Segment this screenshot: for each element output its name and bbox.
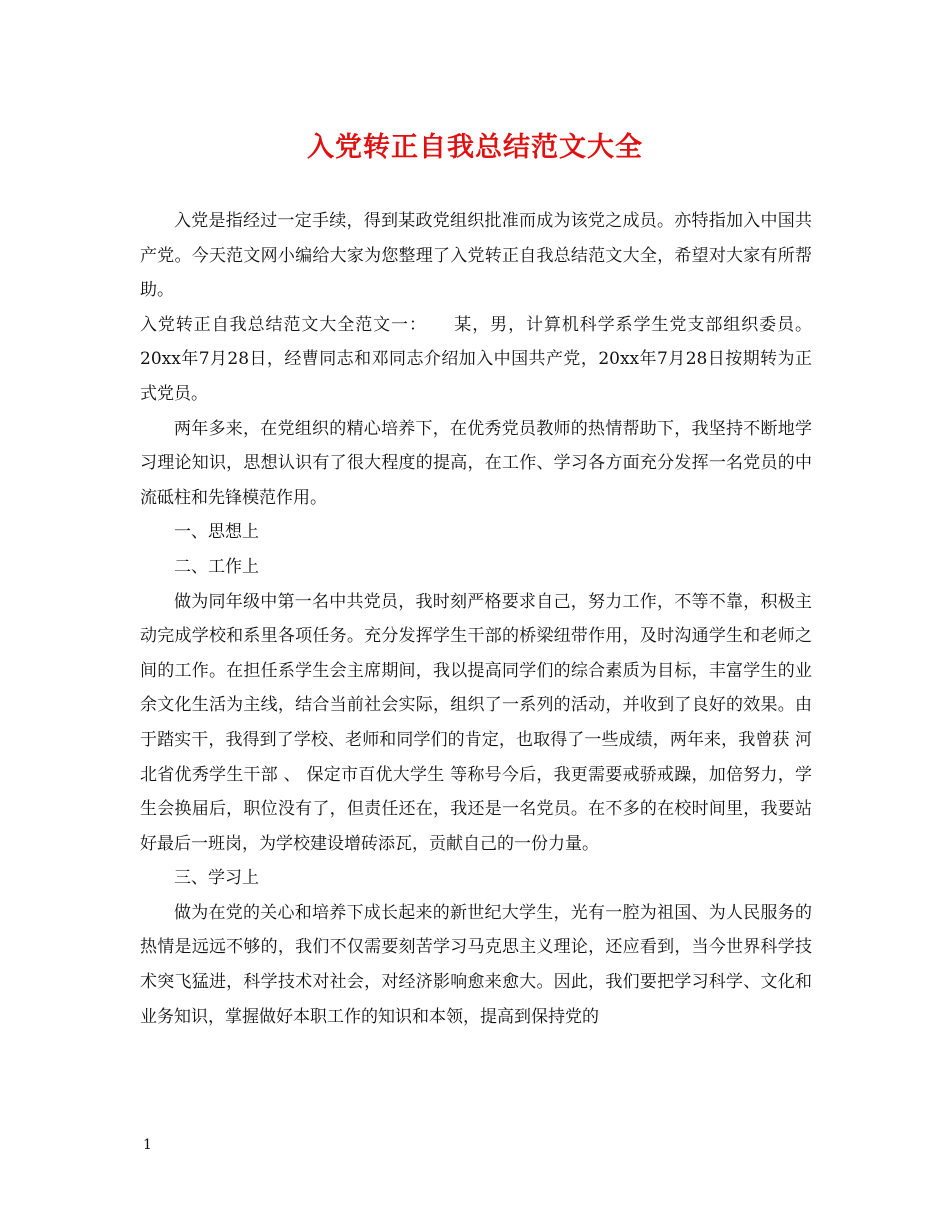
paragraph: 做为同年级中第一名中共党员，我时刻严格要求自己，努力工作，不等不靠，积极主动完成学校和系里各项任务。充分发挥学生干部的桥梁纽带作用，及时沟通学生和老师之间的工作。在担任系学生会主席期间，我以提高同学们的综合素质为目标，丰富学生的业余文化生活为主线，结合当前社会实际，组织了一系列的活动，并收到了良好的效果。由于踏实干，我得到了学校、老师和同学们的肯定，也取得了一些成绩，两年来，我曾获 河北省优秀学生干部 、 保定市百优大学生 等称号今后，我更需要戒骄戒躁，加倍努力，学生会换届后，职位没有了，但责任还在，我还是一名党员。在不多的在校时间里，我要站好最后一班岗，为学校建设增砖添瓦，贡献自己的一份力量。	[140, 591, 812, 854]
document-body	[140, 204, 812, 1034]
paragraph: 做为在党的关心和培养下成长起来的新世纪大学生，光有一腔为祖国、为人民服务的热情是远远不够的，我们不仅需要刻苦学习马克思主义理论，还应看到，当今世界科学技术突飞猛进，科学技术对社会，对经济影响愈来愈大。因此，我们要把学习科学、文化和业务知识，掌握做好本职工作的知识和本领，提高到保持党的	[140, 902, 812, 1027]
paragraph: 入党转正自我总结范文大全范文一： 某，男，计算机科学系学生党支部组织委员。20xx年7月28日，经曹同志和邓同志介绍加入中国共产党，20xx年7月28日按期转为正式党员。	[140, 314, 812, 404]
paragraph: 两年多来，在党组织的精心培养下，在优秀党员教师的热情帮助下，我坚持不断地学习理论知识，思想认识有了很大程度的提高，在工作、学习各方面充分发挥一名党员的中流砥柱和先锋模范作用。	[140, 418, 812, 508]
page-number: 1	[143, 1137, 152, 1153]
section-heading: 二、工作上	[174, 556, 259, 577]
section-heading: 一、思想上	[174, 522, 259, 543]
paragraph: 入党是指经过一定手续，得到某政党组织批准而成为该党之成员。亦特指加入中国共产党。今天范文网小编给大家为您整理了入党转正自我总结范文大全，希望对大家有所帮助。	[140, 211, 812, 301]
section-heading: 三、学习上	[174, 868, 259, 889]
document-title: 入党转正自我总结范文大全	[307, 132, 643, 163]
